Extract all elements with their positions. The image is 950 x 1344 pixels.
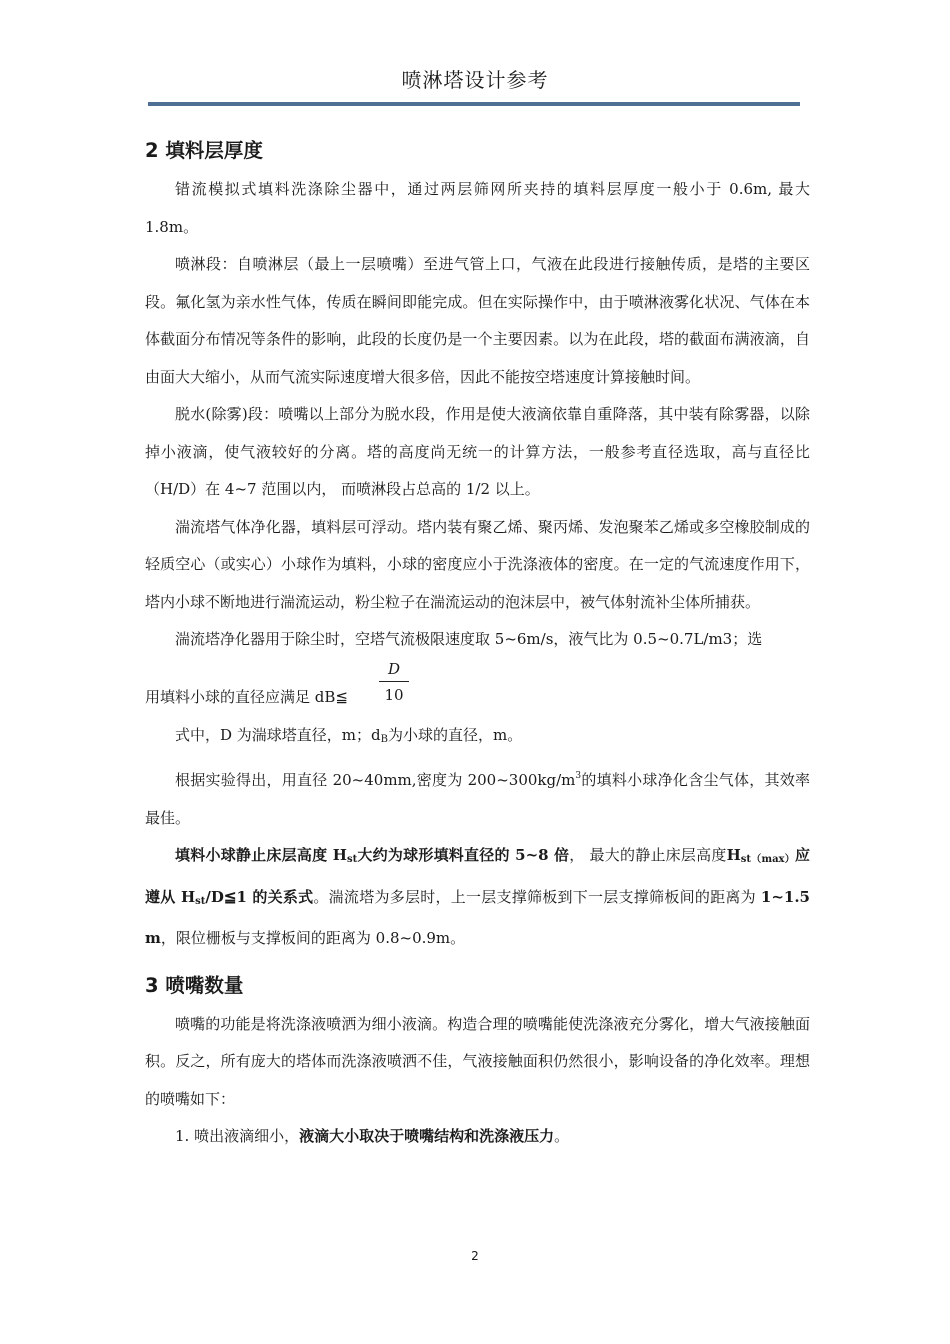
paragraph: 喷淋段：自喷淋层（最上一层喷嘴）至进气管上口，气液在此段进行接触传质，是塔的主要区段。氟化氢为亲水性气体，传质在瞬间即能完成。但在实际操作中，由于喷淋液雾化状况、气体在本体截面分布情况等条件的影响，此段的长度仍是一个主要因素。以为在此段，塔的截面布满液滴，自由面大大缩小，从而气流实际速度增大很多倍，因此不能按空塔速度计算接触时间。	[145, 255, 810, 386]
paragraph: 湍流塔净化器用于除尘时，空塔气流极限速度取 5~6m/s，液气比为 0.5~0.7L/m3；选	[175, 630, 763, 648]
formula-text: 用填料小球的直径应满足 dB≦	[145, 687, 348, 706]
document-body	[145, 131, 810, 1156]
paragraph: 喷嘴的功能是将洗涤液喷洒为细小液滴。构造合理的喷嘴能使洗涤液充分雾化，增大气液接触面积。反之，所有庞大的塔体而洗涤液喷洒不佳，气液接触面积仍然很小，影响设备的净化效率。理想的喷嘴如下：	[145, 1014, 810, 1108]
paragraph: 湍流塔气体净化器，填料层可浮动。塔内装有聚乙烯、聚丙烯、发泡聚苯乙烯或多空橡胶制成的轻质空心（或实心）小球作为填料，小球的密度应小于洗涤液体的密度。在一定的气流速度作用下，塔内小球不断地进行湍流运动，粉尘粒子在湍流运动的泡沫层中，被气体射流补尘体所捕获。	[145, 517, 810, 611]
fraction	[379, 659, 409, 705]
text-run: ，限位栅板与支撑板间的距离为 0.8~0.9m。	[160, 929, 466, 947]
paragraph: 错流模拟式填料洗涤除尘器中，通过两层筛网所夹持的填料层厚度一般小于 0.6m, 最大 1.8m。	[145, 180, 810, 236]
fraction-denominator: 10	[384, 685, 404, 704]
paragraph	[145, 837, 810, 958]
paragraph: 脱水(除雾)段：喷嘴以上部分为脱水段，作用是使大液滴依靠自重降落，其中装有除雾器，以除掉小液滴，使气液较好的分离。塔的高度尚无统一的计算方法，一般参考直径选取，高与直径比（H/D）在 4~7 范围以内， 而喷淋段占总高的 1/2 以上。	[145, 405, 810, 498]
bold-run: 应遵从 H	[145, 846, 810, 906]
bold-run: /D≦1 的关系式	[205, 887, 314, 906]
subscript: B	[380, 733, 388, 745]
header-title: 喷淋塔设计参考	[401, 68, 549, 92]
subscript: st	[346, 854, 358, 865]
text-run: 1. 喷出液滴细小，	[175, 1127, 300, 1145]
bold-run: 液滴大小取决于喷嘴结构和洗涤液压力	[299, 1127, 555, 1145]
superscript: 3	[575, 771, 582, 781]
text-run: 根据实验得出，用直径 20~40mm,密度为 200~300kg/m	[175, 771, 576, 789]
paragraph	[145, 758, 810, 837]
text-run: 的填料小球净化含尘气体，其效率最佳。	[145, 771, 810, 827]
section-3-heading: 3 喷嘴数量	[145, 973, 244, 997]
text-run: ， 最大的静止床层高度	[569, 846, 727, 864]
paragraph	[145, 717, 810, 759]
bold-run: 填料小球静止床层高度 H	[175, 846, 347, 864]
subscript: st	[195, 895, 206, 907]
subscript: st（max）	[740, 854, 795, 865]
fraction-numerator: D	[379, 659, 409, 682]
section-2-heading: 2 填料层厚度	[145, 139, 263, 162]
text-run: 为小球的直径，m。	[387, 725, 523, 744]
formula-line	[145, 659, 810, 717]
list-item	[145, 1118, 810, 1156]
page-number: 2	[471, 1249, 479, 1263]
bold-run: 大约为球形填料直径的 5~8 倍	[357, 846, 570, 864]
text-run: 式中，D 为湍球塔直径，m；d	[175, 725, 381, 744]
text-run: 。	[554, 1127, 570, 1145]
header-rule	[148, 102, 800, 106]
bold-run: 1~1.5 m	[145, 887, 810, 947]
text-run: 。湍流塔为多层时，上一层支撑筛板到下一层支撑筛板间的距离为	[313, 887, 761, 906]
bold-run: H	[726, 846, 741, 864]
